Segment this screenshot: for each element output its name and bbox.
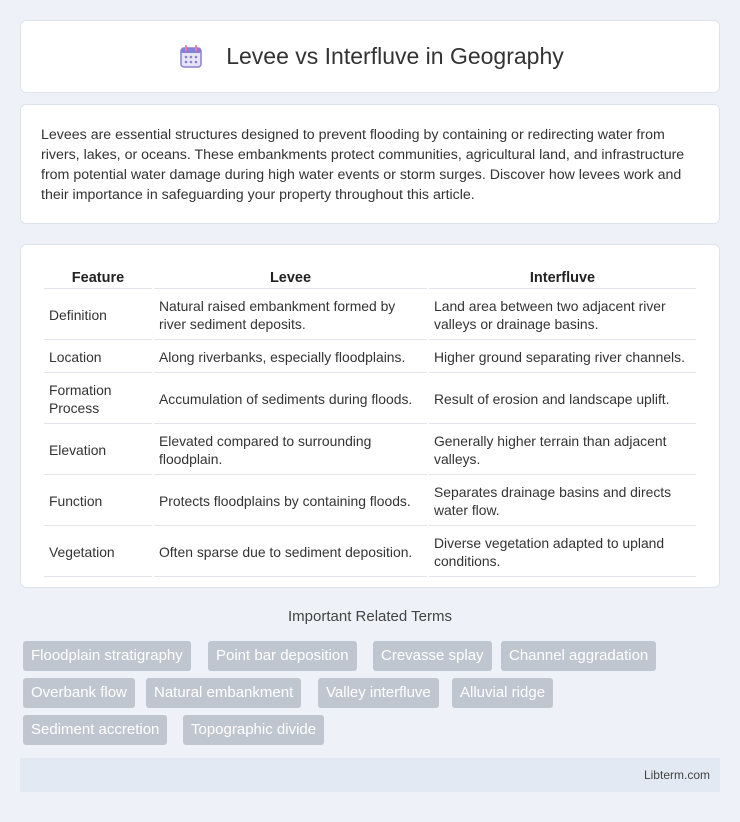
- tag-sediment-accretion[interactable]: Sediment accretion: [23, 715, 167, 745]
- table-cell: Diverse vegetation adapted to upland conditions.: [429, 528, 696, 577]
- header-card: [20, 20, 720, 93]
- table-cell: Vegetation: [44, 528, 152, 577]
- tag-overbank-flow[interactable]: Overbank flow: [23, 678, 135, 708]
- column-header-interfluve: Interfluve: [429, 267, 696, 289]
- tag-floodplain-stratigraphy[interactable]: Floodplain stratigraphy: [23, 641, 191, 671]
- intro-card: [20, 104, 720, 224]
- table-row: [44, 426, 696, 475]
- table-cell: Protects floodplains by containing floods.: [154, 477, 427, 526]
- calendar-icon: [176, 42, 206, 72]
- table-cell: Higher ground separating river channels.: [429, 342, 696, 373]
- table-cell: Location: [44, 342, 152, 373]
- table-cell: Generally higher terrain than adjacent valleys.: [429, 426, 696, 475]
- footer: [20, 758, 720, 792]
- table-cell: Separates drainage basins and directs water flow.: [429, 477, 696, 526]
- tag-point-bar-deposition[interactable]: Point bar deposition: [208, 641, 357, 671]
- table-row: [44, 375, 696, 424]
- table-cell: Result of erosion and landscape uplift.: [429, 375, 696, 424]
- table-header-row: [44, 267, 696, 289]
- tag-natural-embankment[interactable]: Natural embankment: [146, 678, 301, 708]
- table-row: [44, 342, 696, 373]
- table-row: [44, 477, 696, 526]
- tag-valley-interfluve[interactable]: Valley interfluve: [318, 678, 439, 708]
- table-cell: Formation Process: [44, 375, 152, 424]
- comparison-card: [20, 244, 720, 588]
- intro-text: Levees are essential structures designed to prevent flooding by containing or redirecting water from rivers, lakes, or oceans. These embankments protect communities, agricultural land, and infrastructure from potential water damage during high water events or storm surges. Discover how levees work and their importance in safeguarding your property throughout this article.: [41, 127, 685, 203]
- table-row: [44, 291, 696, 340]
- tag-channel-aggradation[interactable]: Channel aggradation: [501, 641, 656, 671]
- related-terms-title: Important Related Terms: [288, 608, 452, 625]
- table-cell: Function: [44, 477, 152, 526]
- table-cell: Land area between two adjacent river valleys or drainage basins.: [429, 291, 696, 340]
- table-cell: Definition: [44, 291, 152, 340]
- tag-alluvial-ridge[interactable]: Alluvial ridge: [452, 678, 553, 708]
- table-cell: Elevation: [44, 426, 152, 475]
- table-cell: Along riverbanks, especially floodplains.: [154, 342, 427, 373]
- tag-crevasse-splay[interactable]: Crevasse splay: [373, 641, 492, 671]
- table-cell: Accumulation of sediments during floods.: [154, 375, 427, 424]
- tag-topographic-divide[interactable]: Topographic divide: [183, 715, 324, 745]
- footer-site-link[interactable]: Libterm.com: [643, 768, 710, 782]
- table-cell: Often sparse due to sediment deposition.: [154, 528, 427, 577]
- column-header-feature: Feature: [44, 267, 152, 289]
- column-header-levee: Levee: [154, 267, 427, 289]
- table-cell: Natural raised embankment formed by river sediment deposits.: [154, 291, 427, 340]
- table-cell: Elevated compared to surrounding floodplain.: [154, 426, 427, 475]
- comparison-table: [42, 265, 698, 579]
- page-title: Levee vs Interfluve in Geography: [226, 43, 564, 69]
- table-row: [44, 528, 696, 577]
